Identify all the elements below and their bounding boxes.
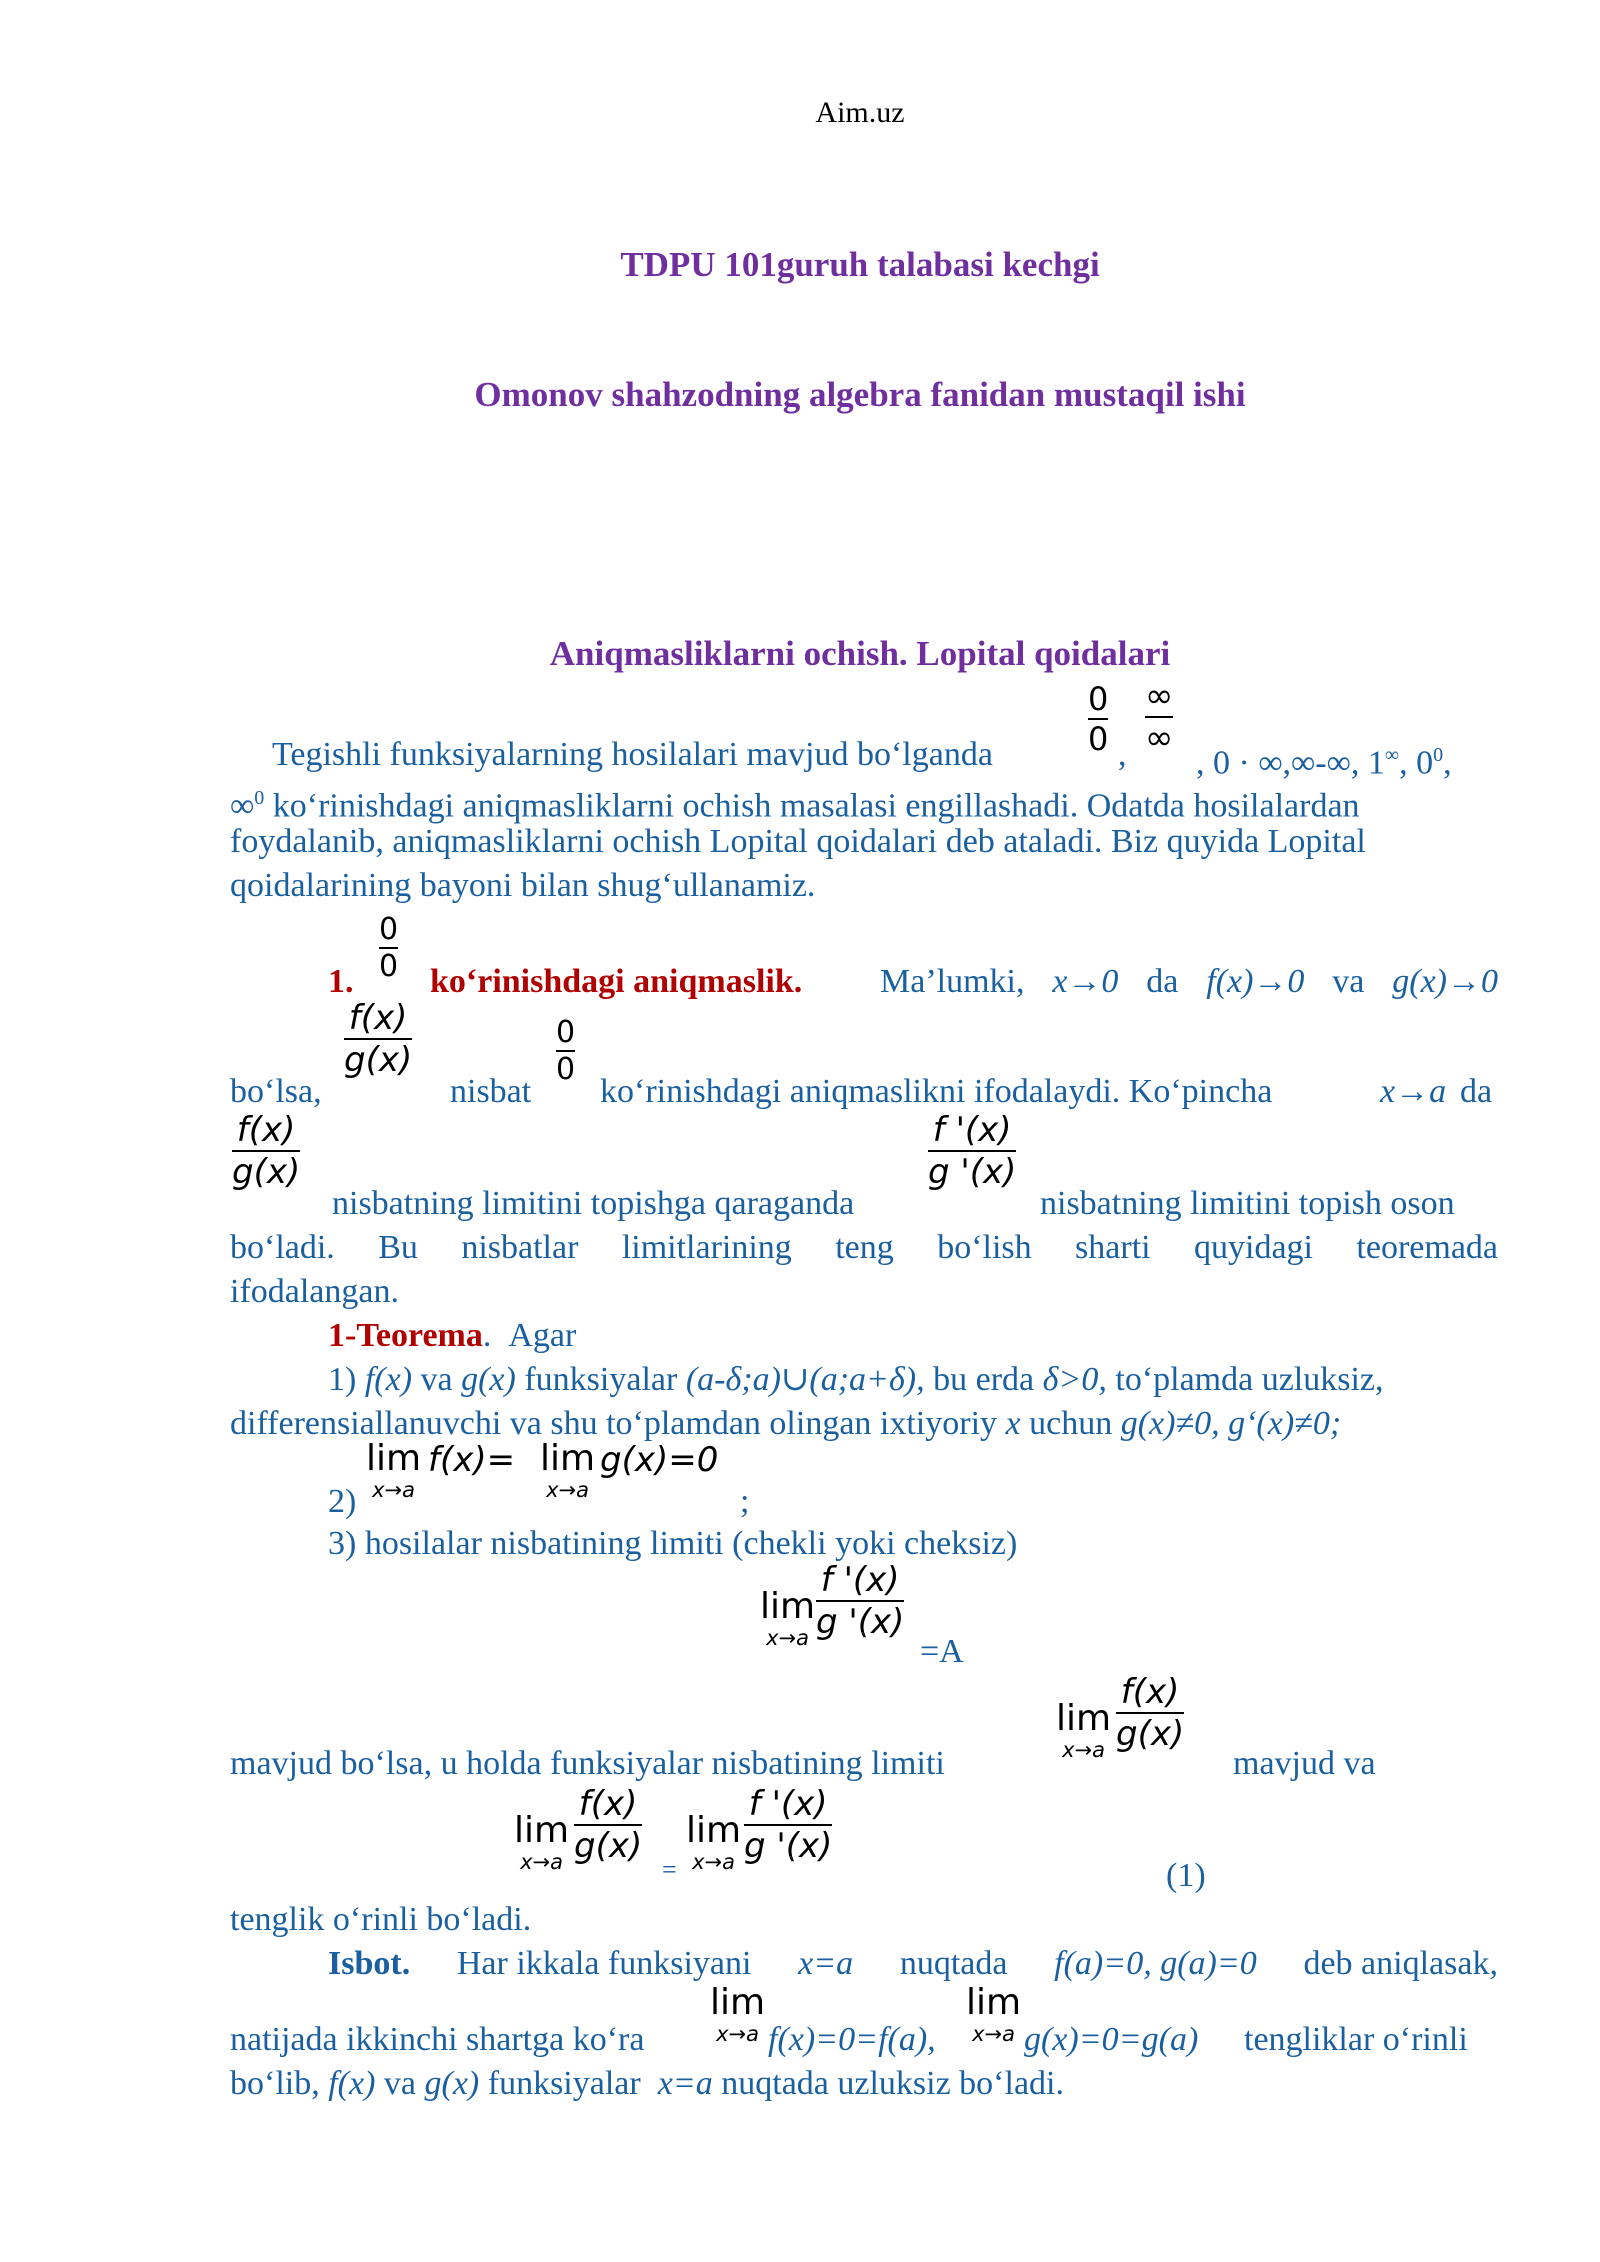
equation-number: (1)	[1166, 1857, 1206, 1894]
section1-line4: bo‘ladi. Bu nisbatlar limitlarining teng bo‘lish sharti quyidagi teoremada	[230, 1229, 1498, 1266]
section1-heading: ko‘rinishdagi aniqmaslik.	[430, 963, 803, 1000]
condition-1-cont: differensiallanuvchi va shu to‘plamdan olingan ixtiyoriy x uchun g(x)≠0, g‘(x)≠0;	[230, 1405, 1342, 1442]
proof-line3: bo‘lib, f(x) va g(x) funksiyalar x=a nuqtada uzluksiz bo‘ladi.	[230, 2065, 1064, 2102]
limit-g: lim x→a	[540, 1438, 596, 1502]
fraction-fp-over-gp-1: f '(x) g '(x)	[928, 1110, 1017, 1192]
section-title: Aniqmasliklarni ochish. Lopital qoidalari	[549, 634, 1171, 673]
fraction-f-over-g-4: f(x) g(x)	[574, 1784, 643, 1866]
fraction-f-over-g-1: f(x) g(x)	[344, 998, 413, 1080]
intro-line2: ∞$^0$ ko‘rinishdagi aniqmasliklarni ochish masalasi engillashadi. Odatda hosilalardan	[230, 787, 1360, 825]
proof-line1: Isbot. Har ikkala funksiyani x=a nuqtada f(a)=0, g(a)=0 deb aniqlasak,	[328, 1945, 1498, 1982]
intro-line3: foydalanib, aniqmasliklarni ochish Lopital qoidalari deb ataladi. Biz quyida Lopital	[230, 823, 1366, 860]
section1-number: 1.	[328, 963, 354, 1000]
title-line1: TDPU 101guruh talabasi kechgi	[620, 245, 1100, 284]
theorem-heading: 1-Teorema. Agar	[328, 1317, 577, 1354]
limit-eq1-left: lim x→a	[514, 1810, 570, 1874]
title-line2: Omonov shahzodning algebra fanidan mustaqil ishi	[474, 375, 1246, 414]
section1-line5: ifodalangan.	[230, 1273, 399, 1310]
intro-line4: qoidalarining bayoni bilan shug‘ullanamiz.	[230, 867, 816, 904]
limit-f: lim x→a	[366, 1438, 422, 1502]
section1-line1: Ma’lumki, x→0 da f(x)→0 va g(x)→0	[880, 963, 1498, 1000]
condition-2-label: 2)	[328, 1483, 357, 1520]
limit-eq1-right: lim x→a	[686, 1810, 742, 1874]
intro-line1: Tegishli funksiyalarning hosilalari mavjud bo‘lganda	[272, 736, 993, 773]
limit-derivative-ratio: lim x→a	[760, 1586, 816, 1650]
limit-proof-g: lim x→a	[966, 1982, 1022, 2046]
fraction-fp-over-gp-3: f '(x) g '(x)	[744, 1784, 833, 1866]
fraction-inf-over-inf: ∞ ∞	[1145, 676, 1174, 758]
fraction-f-over-g-3: f(x) g(x)	[1116, 1672, 1185, 1754]
intro-line1-tail: , 0 · ∞,∞-∞, 1∞, $0^0$,	[1196, 744, 1452, 782]
fraction-zero-zero-2: 0 0	[556, 1015, 576, 1087]
fraction-f-over-g-2: f(x) g(x)	[232, 1110, 301, 1192]
fraction-zero-over-zero: 0 0	[1088, 680, 1109, 758]
condition-1: 1) f(x) va g(x) funksiyalar (a-δ;a)∪(a;a+δ), bu erda δ>0, to‘plamda uzluksiz,	[328, 1361, 1384, 1398]
condition-3: 3) hosilalar nisbatining limiti (chekli yoki cheksiz)	[328, 1525, 1018, 1562]
site-header: Aim.uz	[815, 96, 905, 129]
fraction-fp-over-gp-2: f '(x) g '(x)	[816, 1560, 905, 1642]
limit-proof-f: lim x→a	[710, 1982, 766, 2046]
fraction-zero-zero-heading: 0 0	[379, 912, 399, 984]
limit-function-ratio: lim x→a	[1056, 1698, 1112, 1762]
